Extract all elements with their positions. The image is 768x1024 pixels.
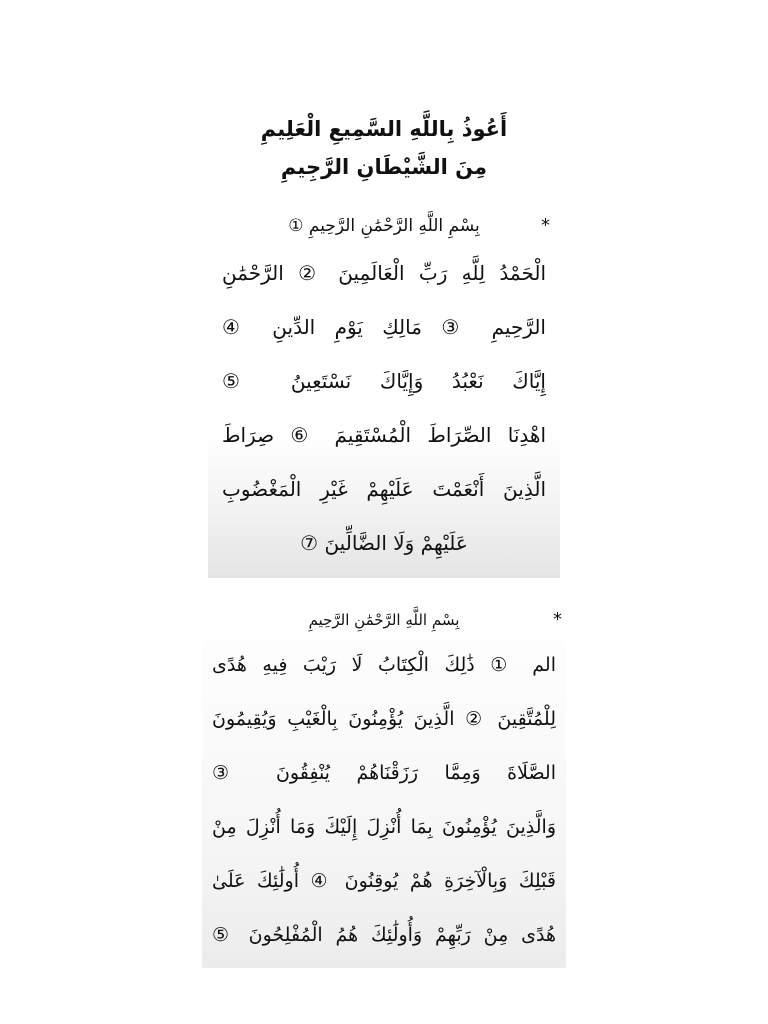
verse-line: هُدًى مِنْ رَبِّهِمْ وَأُولَٰئِكَ هُمُ الْمُفْلِحُونَ ⑤: [212, 924, 556, 946]
istiadha-line-2: مِنَ الشَّيْطَانِ الرَّجِيمِ: [280, 155, 488, 179]
asterisk-marker: *: [541, 215, 550, 236]
verse-line: الَّذِينَ أَنْعَمْتَ عَلَيْهِمْ غَيْرِ الْمَغْضُوبِ: [222, 477, 546, 501]
basmala-row: [202, 602, 566, 638]
verse-line: لِلْمُتَّقِينَ ② الَّذِينَ يُؤْمِنُونَ بِالْغَيْبِ وَيُقِيمُونَ: [212, 708, 556, 730]
basmala-row: [208, 206, 560, 246]
basmala: بِسْمِ اللَّهِ الرَّحْمَٰنِ الرَّحِيمِ ①: [288, 216, 480, 236]
verse-line: إِيَّاكَ نَعْبُدُ وَإِيَّاكَ نَسْتَعِينُ ⑤: [222, 369, 546, 393]
verse-line: قَبْلِكَ وَبِالْآخِرَةِ هُمْ يُوقِنُونَ ④ أُولَٰئِكَ عَلَىٰ: [212, 870, 556, 892]
verse-line: الْحَمْدُ لِلَّهِ رَبِّ الْعَالَمِينَ ② الرَّحْمَٰنِ: [222, 261, 546, 285]
verse-line: اهْدِنَا الصِّرَاطَ الْمُسْتَقِيمَ ⑥ صِرَاطَ: [222, 423, 546, 447]
istiadha-heading: [208, 110, 560, 186]
verse-line: الصَّلَاةَ وَمِمَّا رَزَقْنَاهُمْ يُنْفِقُونَ ③: [212, 762, 556, 784]
quran-page-baqarah: [202, 600, 566, 968]
quran-page-fatiha: [208, 100, 560, 578]
verse-line: الرَّحِيمِ ③ مَالِكِ يَوْمِ الدِّينِ ④: [222, 315, 546, 339]
basmala: بِسْمِ اللَّهِ الرَّحْمَٰنِ الرَّحِيمِ: [308, 611, 460, 629]
verse-line: عَلَيْهِمْ وَلَا الضَّالِّينَ ⑦: [300, 531, 468, 555]
verse-line: وَالَّذِينَ يُؤْمِنُونَ بِمَا أُنْزِلَ إِلَيْكَ وَمَا أُنْزِلَ مِنْ: [212, 816, 556, 838]
asterisk-marker: *: [553, 609, 562, 630]
verse-line: الم ① ذَٰلِكَ الْكِتَابُ لَا رَيْبَ فِيهِ هُدًى: [212, 654, 556, 676]
istiadha-line-1: أَعُوذُ بِاللَّهِ السَّمِيعِ الْعَلِيمِ: [260, 117, 508, 141]
